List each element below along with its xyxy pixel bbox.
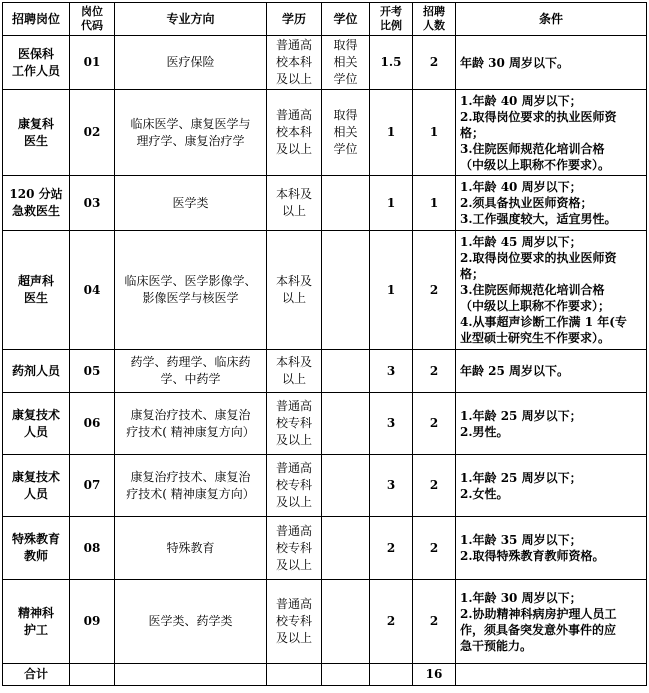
header-ratio-line2: 比例 xyxy=(380,19,402,32)
table-row xyxy=(3,580,647,664)
cell-code: 09 xyxy=(70,580,115,664)
cell-position xyxy=(3,393,70,455)
cell-major xyxy=(115,393,267,455)
cell-line: 人员 xyxy=(23,424,48,439)
cell-line: 理疗学、康复治疗学 xyxy=(136,133,245,148)
cell-education xyxy=(267,231,322,350)
cell-line: 康复技术 xyxy=(11,407,60,422)
cell-line: 及以上 xyxy=(275,557,312,572)
cell-conditions xyxy=(456,350,647,393)
cell-ratio: 3 xyxy=(370,350,413,393)
condition-line: 4.从事超声诊断工作满 1 年(专 xyxy=(460,315,627,329)
cell-line: 校本科 xyxy=(275,125,312,139)
cell-line: 护工 xyxy=(23,622,48,637)
condition-line: 年龄 30 周岁以下。 xyxy=(460,55,570,70)
cell-line: 影像医学与核医学 xyxy=(142,291,239,305)
cell-line: 相关 xyxy=(333,55,358,69)
cell-line: 医学类 xyxy=(172,195,209,210)
cell-count: 2 xyxy=(413,517,456,580)
total-count: 16 xyxy=(413,664,456,686)
cell-count: 2 xyxy=(413,36,456,90)
cell-conditions xyxy=(456,393,647,455)
condition-line: 3.工作强度较大，适宜男性。 xyxy=(460,212,617,226)
cell-line: 疗技术( 精神康复方向） xyxy=(126,486,255,501)
cell-line: 医生 xyxy=(23,133,48,148)
cell-position xyxy=(3,517,70,580)
cell-line: 及以上 xyxy=(275,72,312,86)
cell-line: 学、中药学 xyxy=(160,372,221,386)
cell-degree xyxy=(322,176,370,231)
cell-degree xyxy=(322,36,370,90)
cell-major xyxy=(115,36,267,90)
cell-line: 医保科 xyxy=(17,46,54,61)
cell-degree xyxy=(322,350,370,393)
cell-line: 以上 xyxy=(281,372,306,386)
header-count-line1: 招聘 xyxy=(423,5,445,18)
cell-education xyxy=(267,517,322,580)
condition-line: 格； xyxy=(460,267,485,281)
cell-count: 2 xyxy=(413,455,456,517)
cell-line: 精神科 xyxy=(17,605,54,620)
header-ratio-line1: 开考 xyxy=(380,5,402,18)
table-row xyxy=(3,176,647,231)
cell-line: 康复治疗技术、康复治 xyxy=(130,469,251,484)
cell-line: 普通高 xyxy=(275,108,312,122)
condition-line: 1.年龄 30 周岁以下； xyxy=(460,590,582,605)
condition-line: 2.须具备执业医师资格； xyxy=(460,196,593,210)
cell-major xyxy=(115,90,267,176)
cell-position xyxy=(3,176,70,231)
table-row xyxy=(3,36,647,90)
cell-ratio: 1 xyxy=(370,90,413,176)
header-ratio xyxy=(370,3,413,36)
cell-position xyxy=(3,231,70,350)
cell-line: 医生 xyxy=(23,291,48,305)
cell-conditions xyxy=(456,580,647,664)
condition-line: 1.年龄 25 周岁以下； xyxy=(460,408,582,423)
cell-conditions xyxy=(456,455,647,517)
cell-line: 学位 xyxy=(333,142,358,156)
condition-line: 2.协助精神科病房护理人员工 xyxy=(460,606,617,621)
table-row xyxy=(3,393,647,455)
cell-line: 取得 xyxy=(333,108,358,122)
cell-conditions xyxy=(456,231,647,350)
condition-line: 2.取得岗位要求的执业医师资 xyxy=(460,109,617,124)
total-empty-cell xyxy=(115,664,267,686)
table-row xyxy=(3,90,647,176)
header-count-line2: 人数 xyxy=(423,19,445,32)
cell-education xyxy=(267,393,322,455)
cell-line: 及以上 xyxy=(275,495,312,509)
condition-line: 年龄 25 周岁以下。 xyxy=(460,364,570,378)
header-major: 专业方向 xyxy=(115,3,267,36)
cell-position xyxy=(3,36,70,90)
condition-line: 作，须具备突发意外事件的应 xyxy=(460,622,617,637)
header-degree: 学位 xyxy=(322,3,370,36)
cell-code: 02 xyxy=(70,90,115,176)
total-empty-cell xyxy=(267,664,322,686)
condition-line: 3.住院医师规范化培训合格 xyxy=(460,141,605,156)
cell-count: 1 xyxy=(413,176,456,231)
cell-line: 普通高 xyxy=(275,461,312,475)
cell-degree xyxy=(322,455,370,517)
cell-line: 学位 xyxy=(333,72,358,86)
cell-count: 2 xyxy=(413,350,456,393)
total-empty-cell xyxy=(322,664,370,686)
cell-conditions xyxy=(456,517,647,580)
condition-line: 2.取得岗位要求的执业医师资 xyxy=(460,251,617,265)
cell-line: 康复科 xyxy=(17,116,54,131)
cell-degree xyxy=(322,90,370,176)
cell-line: 以上 xyxy=(281,204,306,218)
cell-line: 校专科 xyxy=(275,540,312,555)
cell-conditions xyxy=(456,36,647,90)
cell-line: 普通高 xyxy=(275,399,312,413)
cell-count: 2 xyxy=(413,580,456,664)
total-empty-cell xyxy=(456,664,647,686)
cell-line: 及以上 xyxy=(275,142,312,156)
cell-line: 校本科 xyxy=(275,55,312,69)
condition-line: 2.取得特殊教育教师资格。 xyxy=(460,549,605,563)
condition-line: 1.年龄 40 周岁以下； xyxy=(460,180,582,194)
cell-line: 及以上 xyxy=(275,631,312,645)
cell-position xyxy=(3,350,70,393)
condition-line: 2.女性。 xyxy=(460,486,509,501)
cell-line: 普通高 xyxy=(275,38,312,52)
cell-line: 以上 xyxy=(281,291,306,305)
header-education: 学历 xyxy=(267,3,322,36)
cell-major xyxy=(115,455,267,517)
cell-major xyxy=(115,350,267,393)
cell-ratio: 3 xyxy=(370,455,413,517)
cell-count: 2 xyxy=(413,231,456,350)
cell-code: 03 xyxy=(70,176,115,231)
cell-education xyxy=(267,350,322,393)
cell-code: 06 xyxy=(70,393,115,455)
cell-code: 05 xyxy=(70,350,115,393)
condition-line: 1.年龄 35 周岁以下； xyxy=(460,533,582,547)
cell-ratio: 1 xyxy=(370,231,413,350)
cell-line: 临床医学、康复医学与 xyxy=(130,116,251,131)
cell-ratio: 2 xyxy=(370,580,413,664)
condition-line: （中级以上职称不作要求）； xyxy=(460,299,611,313)
cell-education xyxy=(267,36,322,90)
total-label: 合计 xyxy=(3,664,70,686)
table-row xyxy=(3,350,647,393)
cell-line: 相关 xyxy=(333,125,358,139)
cell-major xyxy=(115,231,267,350)
cell-position xyxy=(3,90,70,176)
condition-line: 急干预能力。 xyxy=(460,638,533,653)
cell-ratio: 3 xyxy=(370,393,413,455)
cell-education xyxy=(267,176,322,231)
cell-code: 01 xyxy=(70,36,115,90)
cell-position xyxy=(3,580,70,664)
condition-line: 格； xyxy=(460,125,485,140)
condition-line: 3.住院医师规范化培训合格 xyxy=(460,283,605,297)
total-empty-cell xyxy=(70,664,115,686)
header-conditions: 条件 xyxy=(456,3,647,36)
cell-education xyxy=(267,90,322,176)
cell-degree xyxy=(322,231,370,350)
cell-line: 教师 xyxy=(23,549,48,563)
cell-major xyxy=(115,517,267,580)
cell-ratio: 1.5 xyxy=(370,36,413,90)
cell-line: 急救医生 xyxy=(11,204,60,218)
cell-line: 普通高 xyxy=(275,523,312,538)
cell-conditions xyxy=(456,176,647,231)
cell-line: 校专科 xyxy=(275,416,312,430)
header-position: 招聘岗位 xyxy=(3,3,70,36)
cell-conditions xyxy=(456,90,647,176)
cell-line: 及以上 xyxy=(275,433,312,447)
header-code-line1: 岗位 xyxy=(81,5,103,18)
total-row xyxy=(3,664,647,686)
condition-line: 1.年龄 25 周岁以下； xyxy=(460,470,582,485)
table-body xyxy=(3,36,647,686)
cell-line: 医学类、药学类 xyxy=(148,614,233,628)
table-row xyxy=(3,517,647,580)
cell-line: 校专科 xyxy=(275,478,312,492)
cell-line: 工作人员 xyxy=(11,63,60,78)
cell-code: 04 xyxy=(70,231,115,350)
cell-degree xyxy=(322,393,370,455)
cell-line: 超声科 xyxy=(17,274,54,288)
cell-education xyxy=(267,580,322,664)
header-count xyxy=(413,3,456,36)
total-empty-cell xyxy=(370,664,413,686)
cell-line: 本科及 xyxy=(275,355,312,369)
cell-line: 特殊教育 xyxy=(166,540,215,555)
cell-line: 120 分站 xyxy=(9,187,63,201)
cell-count: 2 xyxy=(413,393,456,455)
condition-line: 业型硕士研究生不作要求）。 xyxy=(460,331,611,345)
cell-line: 人员 xyxy=(23,486,48,501)
cell-count: 1 xyxy=(413,90,456,176)
cell-line: 康复治疗技术、康复治 xyxy=(130,407,251,422)
cell-line: 医疗保险 xyxy=(166,55,215,69)
cell-ratio: 2 xyxy=(370,517,413,580)
cell-degree xyxy=(322,580,370,664)
cell-line: 本科及 xyxy=(275,274,312,288)
cell-code: 08 xyxy=(70,517,115,580)
cell-line: 药学、药理学、临床药 xyxy=(130,355,251,369)
table-row xyxy=(3,455,647,517)
table-row xyxy=(3,231,647,350)
cell-line: 药剂人员 xyxy=(11,363,60,378)
condition-line: 1.年龄 40 周岁以下； xyxy=(460,93,582,108)
cell-line: 康复技术 xyxy=(11,469,60,484)
cell-position xyxy=(3,455,70,517)
cell-line: 校专科 xyxy=(275,614,312,628)
condition-line: 1.年龄 45 周岁以下； xyxy=(460,235,582,249)
cell-line: 特殊教育 xyxy=(11,532,60,546)
header-code xyxy=(70,3,115,36)
condition-line: 2.男性。 xyxy=(460,424,509,439)
header-row xyxy=(3,3,647,36)
header-code-line2: 代码 xyxy=(81,19,103,32)
cell-education xyxy=(267,455,322,517)
cell-line: 疗技术( 精神康复方向） xyxy=(126,424,255,439)
cell-line: 本科及 xyxy=(275,187,312,201)
condition-line: （中级以上职称不作要求）。 xyxy=(460,157,611,172)
cell-line: 取得 xyxy=(333,38,358,52)
cell-major xyxy=(115,176,267,231)
cell-major xyxy=(115,580,267,664)
cell-line: 普通高 xyxy=(275,597,312,611)
cell-degree xyxy=(322,517,370,580)
recruitment-table xyxy=(2,2,647,686)
cell-code: 07 xyxy=(70,455,115,517)
cell-ratio: 1 xyxy=(370,176,413,231)
cell-line: 临床医学、医学影像学、 xyxy=(124,274,257,288)
